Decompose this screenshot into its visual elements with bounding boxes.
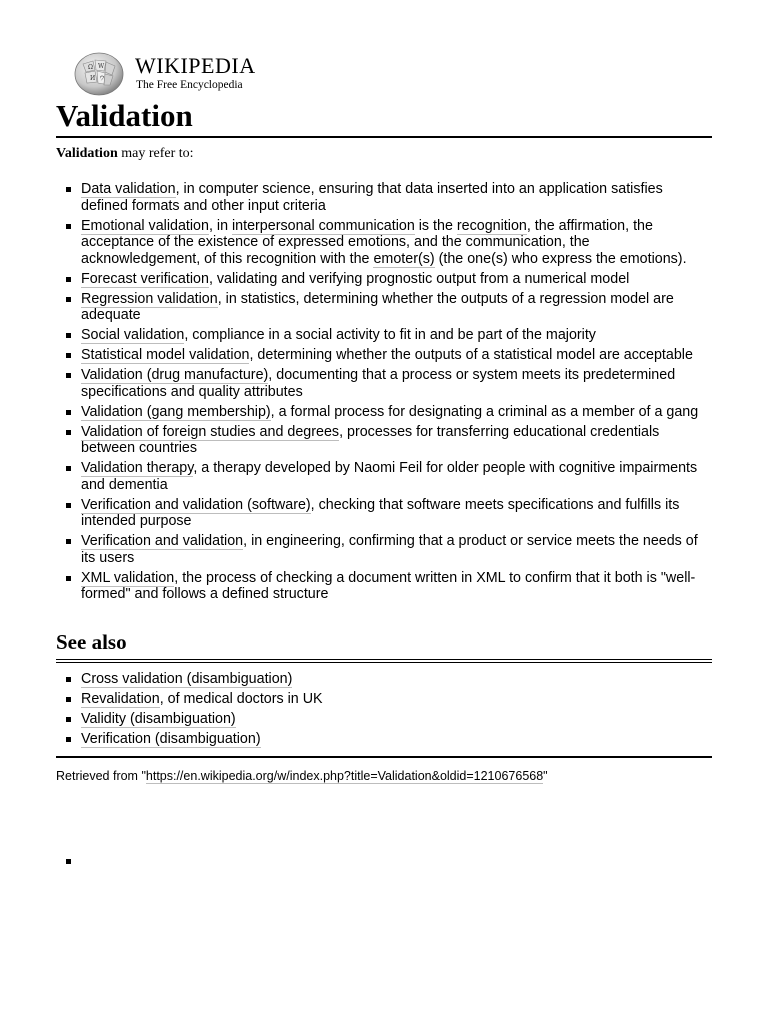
article-link[interactable]: emoter(s) [373, 250, 435, 267]
article-link[interactable]: Validation of foreign studies and degrees [81, 423, 340, 440]
article-link[interactable]: Data validation [81, 181, 176, 197]
item-text: , checking that software meets specifications and fulfills its intended purpose [81, 496, 680, 529]
retrieved-prefix: Retrieved from " [56, 768, 146, 783]
item-text: , a formal process for designating a criminal as a member of a gang [270, 403, 699, 420]
article-link[interactable]: recognition [456, 217, 527, 234]
page-title: Validation [56, 98, 712, 138]
article-link[interactable]: Validity (disambiguation) [81, 710, 236, 727]
article-link[interactable]: XML validation [81, 569, 175, 586]
retrieved-suffix: " [543, 768, 548, 783]
list-item [56, 424, 712, 457]
list-item [56, 327, 712, 344]
item-text: , in [208, 217, 232, 234]
list-item [56, 181, 712, 214]
article-link[interactable]: Verification and validation (software) [81, 496, 311, 513]
article-content [56, 98, 712, 784]
item-text: , determining whether the outputs of a statistical model are acceptable [249, 347, 693, 363]
item-text: , a therapy developed by Naomi Feil for older people with cognitive impairments and dementia [81, 460, 698, 493]
article-link[interactable]: Validation (drug manufacture) [81, 367, 269, 383]
article-link[interactable]: Forecast verification [81, 270, 209, 287]
item-text: , processes for transferring educational credentials between countries [81, 423, 660, 456]
article-link[interactable]: Statistical model validation [81, 347, 250, 363]
list-item [56, 291, 712, 324]
item-text: , in computer science, ensuring that data inserted into an application satisfies defined formats and other input criteria [81, 181, 663, 214]
item-text: is the [414, 217, 457, 234]
list-item [56, 404, 712, 421]
item-text: , validating and verifying prognostic output from a numerical model [208, 270, 630, 287]
retrieved-url-link[interactable]: https://en.wikipedia.org/w/index.php?title=Validation&oldid=1210676568 [145, 768, 544, 783]
retrieved-from [56, 768, 712, 784]
item-text: , in statistics, determining whether the outputs of a regression model are adequate [81, 290, 674, 323]
article-link[interactable]: Verification and validation [81, 533, 244, 549]
list-item [56, 460, 712, 493]
item-text: , the affirmation, the acceptance of the existence of expressed emotions, and the communication, the acknowledgement, of this recognition with the [81, 217, 653, 267]
see-also-heading: See also [56, 629, 712, 663]
list-item [56, 711, 712, 728]
intro-bold-term: Validation [56, 146, 118, 161]
article-link[interactable]: Social validation [81, 327, 185, 343]
article-link[interactable]: Cross validation (disambiguation) [81, 670, 293, 687]
article-link[interactable]: Verification (disambiguation) [81, 730, 261, 747]
svg-text:И: И [90, 75, 96, 82]
item-text: , compliance in a social activity to fit in and be part of the majority [184, 327, 596, 343]
article-link[interactable]: Validation (gang membership) [81, 403, 271, 420]
list-item [56, 497, 712, 530]
list-item [56, 347, 712, 364]
list-item [56, 731, 712, 748]
article-link[interactable]: interpersonal communication [232, 217, 415, 234]
disambiguation-list [56, 181, 712, 603]
list-item [56, 218, 712, 268]
intro-text: may refer to: [117, 146, 194, 161]
list-item [56, 271, 712, 288]
article-link[interactable]: Regression validation [81, 290, 218, 307]
svg-text:ウ: ウ [99, 75, 106, 82]
item-text: , the process of checking a document written in XML to confirm that it both is "well-formed" and follows a defined structure [81, 569, 696, 602]
svg-text:W: W [98, 63, 105, 70]
article-link[interactable]: Emotional validation [81, 217, 209, 234]
list-item [56, 671, 712, 688]
see-also-list [56, 671, 712, 758]
wikipedia-tagline: The Free Encyclopedia [136, 79, 243, 91]
article-link[interactable]: Revalidation [81, 690, 160, 707]
item-text: , of medical doctors in UK [159, 690, 323, 707]
svg-text:Ω: Ω [88, 64, 93, 71]
item-text: (the one(s) who express the emotions). [434, 250, 687, 267]
item-text: , in engineering, confirming that a product or service meets the needs of its users [81, 533, 698, 566]
list-item [56, 367, 712, 400]
list-item [56, 570, 712, 603]
empty-list-bullet [66, 859, 71, 864]
list-item [56, 533, 712, 566]
wikipedia-wordmark[interactable]: WIKIPEDIA [135, 53, 256, 78]
list-item [56, 691, 712, 708]
item-text: , documenting that a process or system meets its predetermined specifications and quality attributes [81, 367, 676, 400]
intro-paragraph [56, 145, 712, 163]
article-link[interactable]: Validation therapy [81, 460, 194, 476]
wikipedia-globe-icon[interactable] [73, 52, 125, 96]
